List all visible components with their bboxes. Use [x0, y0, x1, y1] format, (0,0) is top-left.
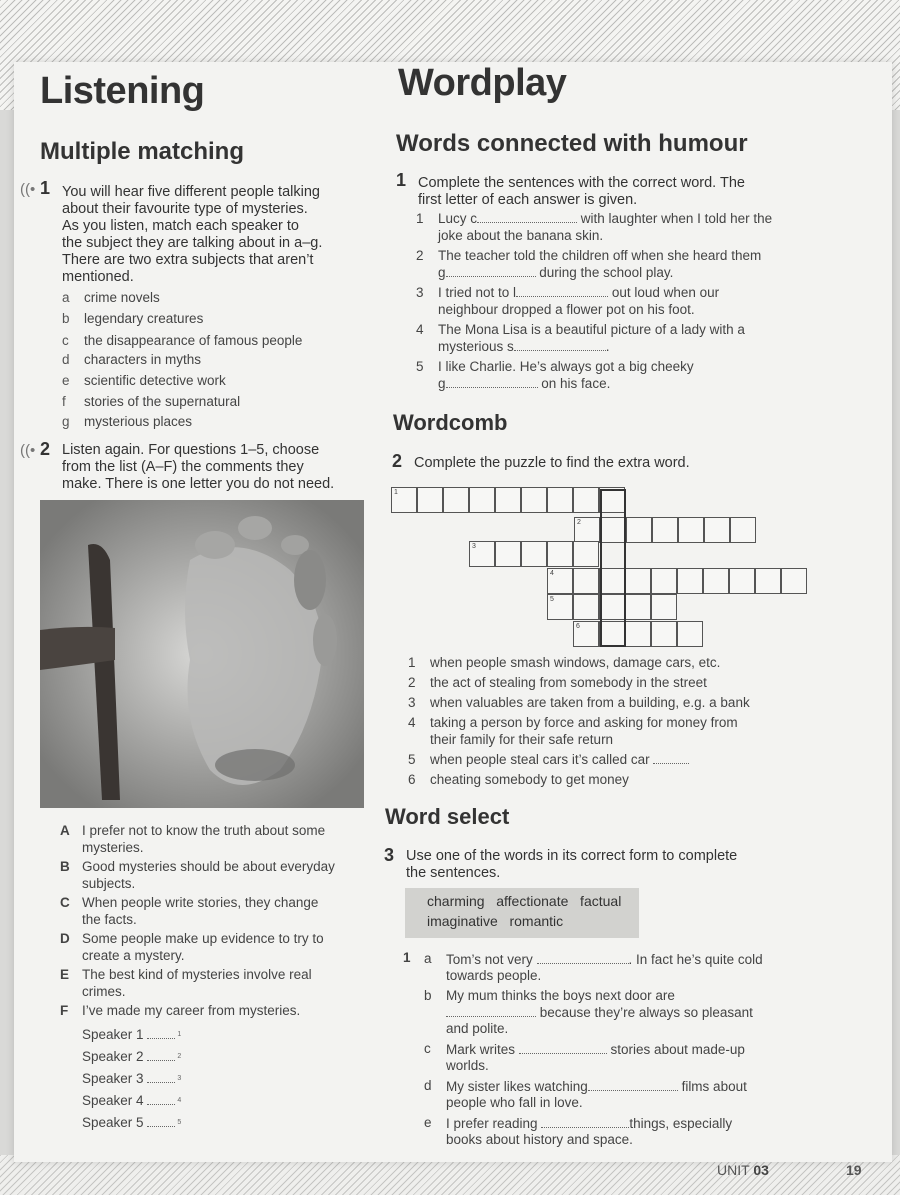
option-item: e scientific detective work	[62, 373, 226, 388]
crossword-cell[interactable]	[677, 621, 703, 647]
crossword-cell[interactable]	[495, 487, 521, 513]
crossword-cell[interactable]	[755, 568, 781, 594]
clue-item: 3 when valuables are taken from a building, e.g. a bank	[408, 695, 750, 710]
crossword-cell[interactable]	[547, 594, 573, 620]
crossword-clue-number: 1	[394, 489, 398, 496]
crossword-cell[interactable]	[625, 594, 651, 620]
wordcomb-heading: Wordcomb	[393, 410, 508, 435]
crossword-clue-number: 6	[576, 623, 580, 630]
crossword-cell[interactable]	[651, 568, 677, 594]
clue-item: 6 cheating somebody to get money	[408, 772, 629, 787]
comment-item: C When people write stories, they change the facts.	[60, 895, 319, 927]
wordcomb-clues	[408, 654, 808, 788]
crossword-cell[interactable]	[652, 517, 678, 543]
humour-instructions: Complete the sentences with the correct word. The first letter of each answer is given.	[418, 175, 745, 208]
comment-item: D Some people make up evidence to try to create a mystery.	[60, 931, 324, 963]
sentence-item: 4 The Mona Lisa is a beautiful picture of a lady with a mysterious s .	[416, 322, 745, 354]
wordplay-title: Wordplay	[398, 62, 566, 105]
crossword-cell[interactable]	[417, 487, 443, 513]
crossword-cell[interactable]	[730, 517, 756, 543]
crossword-cell[interactable]	[443, 487, 469, 513]
extra-word-column	[600, 489, 626, 647]
sentence-item: 3 I tried not to l out loud when our neighbour dropped a flower pot on his foot.	[416, 285, 720, 317]
exercise-1-instructions: You will hear five different people talking about their favourite type of mysteries. As you listen, match each speaker to the subject they are talking about in a–g. There are two extra subjects that aren’t mentioned.	[62, 184, 323, 285]
exercise-2-number: 2	[40, 439, 51, 459]
exercise-2-instructions: Listen again. For questions 1–5, choose from the list (A–F) the comments they make. There is one letter you do not need.	[62, 442, 335, 492]
sentence-item: 1 Lucy c with laughter when I told her the joke about the banana skin.	[416, 211, 773, 243]
crossword-cell[interactable]	[651, 594, 677, 620]
crossword-clue-number: 2	[577, 519, 581, 526]
comment-item: B Good mysteries should be about everyday subjects.	[60, 859, 335, 891]
crossword-cell[interactable]	[547, 487, 573, 513]
crossword-cell[interactable]	[469, 487, 495, 513]
footprint-photo	[40, 500, 364, 808]
option-item: c the disappearance of famous people	[62, 333, 303, 348]
sentence-item: b My mum thinks the boys next door are because they’re always so pleasant and polite.	[424, 988, 753, 1036]
question-number: 1	[403, 950, 411, 965]
listening-title: Listening	[40, 70, 204, 113]
sentence-item: 5 I like Charlie. He’s always got a big cheeky g on his face.	[416, 359, 694, 391]
sentence-item: 2 The teacher told the children off when she heard them g during the school play.	[416, 248, 762, 280]
crossword-cell[interactable]	[678, 517, 704, 543]
crossword-cell[interactable]	[573, 541, 599, 567]
option-item: g mysterious places	[62, 414, 193, 429]
comment-item: F I’ve made my career from mysteries.	[60, 1003, 301, 1018]
word-select-heading: Word select	[385, 804, 510, 829]
crossword-cell[interactable]	[703, 568, 729, 594]
crossword-cell[interactable]	[547, 568, 573, 594]
exercise-3-number: 3	[384, 845, 395, 865]
crossword-cell[interactable]	[781, 568, 807, 594]
speaker-item: Speaker 3 $^3$	[82, 1071, 182, 1086]
crossword-cell[interactable]	[391, 487, 417, 513]
speaker-item: Speaker 2 $^2$	[82, 1049, 182, 1064]
exercise-1-number: 1	[40, 178, 51, 198]
word-select-instructions: Use one of the words in its correct form to complete the sentences.	[406, 848, 738, 881]
clue-item: 1 when people smash windows, damage cars, etc.	[408, 655, 721, 670]
crossword-cell[interactable]	[729, 568, 755, 594]
word-bank-line: imaginative romantic	[427, 913, 564, 929]
crossword-cell[interactable]	[626, 517, 652, 543]
crossword-cell[interactable]	[625, 568, 651, 594]
crossword-cell[interactable]	[521, 487, 547, 513]
option-item: d characters in myths	[62, 352, 202, 367]
comment-item: E The best kind of mysteries involve real crimes.	[60, 967, 312, 999]
crossword-cell[interactable]	[677, 568, 703, 594]
crossword-clue-number: 3	[472, 543, 476, 550]
speaker-item: Speaker 4 $^4$	[82, 1093, 182, 1108]
crossword-cell[interactable]	[574, 517, 600, 543]
crossword-clue-number: 5	[550, 596, 554, 603]
option-item: f stories of the supernatural	[62, 394, 241, 409]
crossword-cell[interactable]	[573, 568, 599, 594]
comment-item: A I prefer not to know the truth about some mysteries.	[60, 823, 326, 855]
speaker-item: Speaker 5 $^5$	[82, 1115, 182, 1130]
crossword-cell[interactable]	[547, 541, 573, 567]
crossword-cell[interactable]	[625, 621, 651, 647]
page-number: 19	[846, 1162, 862, 1178]
clue-item: 4 taking a person by force and asking for money from their family for their safe return	[408, 715, 738, 747]
crossword-cell[interactable]	[573, 487, 599, 513]
footer-unit: UNIT 03	[717, 1162, 769, 1178]
audio-icon: ((•	[20, 181, 36, 198]
sentence-item: e I prefer reading things, especially books about history and space.	[424, 1115, 733, 1147]
speaker-list	[82, 1024, 282, 1134]
option-item: b legendary creatures	[62, 311, 204, 326]
sentence-item: c Mark writes stories about made-up worlds.	[424, 1041, 745, 1073]
comment-list	[60, 822, 370, 1019]
clue-item: 5 when people steal cars it’s called car	[408, 751, 808, 768]
crossword-clue-number: 4	[550, 570, 554, 577]
option-item: a crime novels	[62, 290, 160, 305]
crossword-cell[interactable]	[704, 517, 730, 543]
multiple-matching-heading: Multiple matching	[40, 138, 244, 165]
humour-sentences	[416, 210, 806, 392]
exercise-1-number: 1	[396, 170, 407, 190]
humour-heading: Words connected with humour	[396, 130, 748, 157]
crossword-cell[interactable]	[469, 541, 495, 567]
speaker-item: Speaker 1 $^1$	[82, 1027, 182, 1042]
crossword-cell[interactable]	[573, 594, 599, 620]
wordcomb-instructions: Complete the puzzle to find the extra word.	[414, 455, 690, 471]
word-select-sentences	[424, 951, 804, 1148]
crossword-cell[interactable]	[651, 621, 677, 647]
word-bank-line: charming affectionate factual	[427, 893, 622, 909]
crossword-cell[interactable]	[495, 541, 521, 567]
exercise-2-number: 2	[392, 451, 403, 471]
sentence-item: d My sister likes watching films about people who fall in love.	[424, 1078, 747, 1110]
sentence-item: a Tom’s not very . In fact he’s quite cold towards people.	[424, 951, 763, 983]
crossword-cell[interactable]	[521, 541, 547, 567]
clue-item: 2 the act of stealing from somebody in the street	[408, 675, 707, 690]
crossword-cell[interactable]	[573, 621, 599, 647]
audio-icon: ((•	[20, 442, 36, 459]
